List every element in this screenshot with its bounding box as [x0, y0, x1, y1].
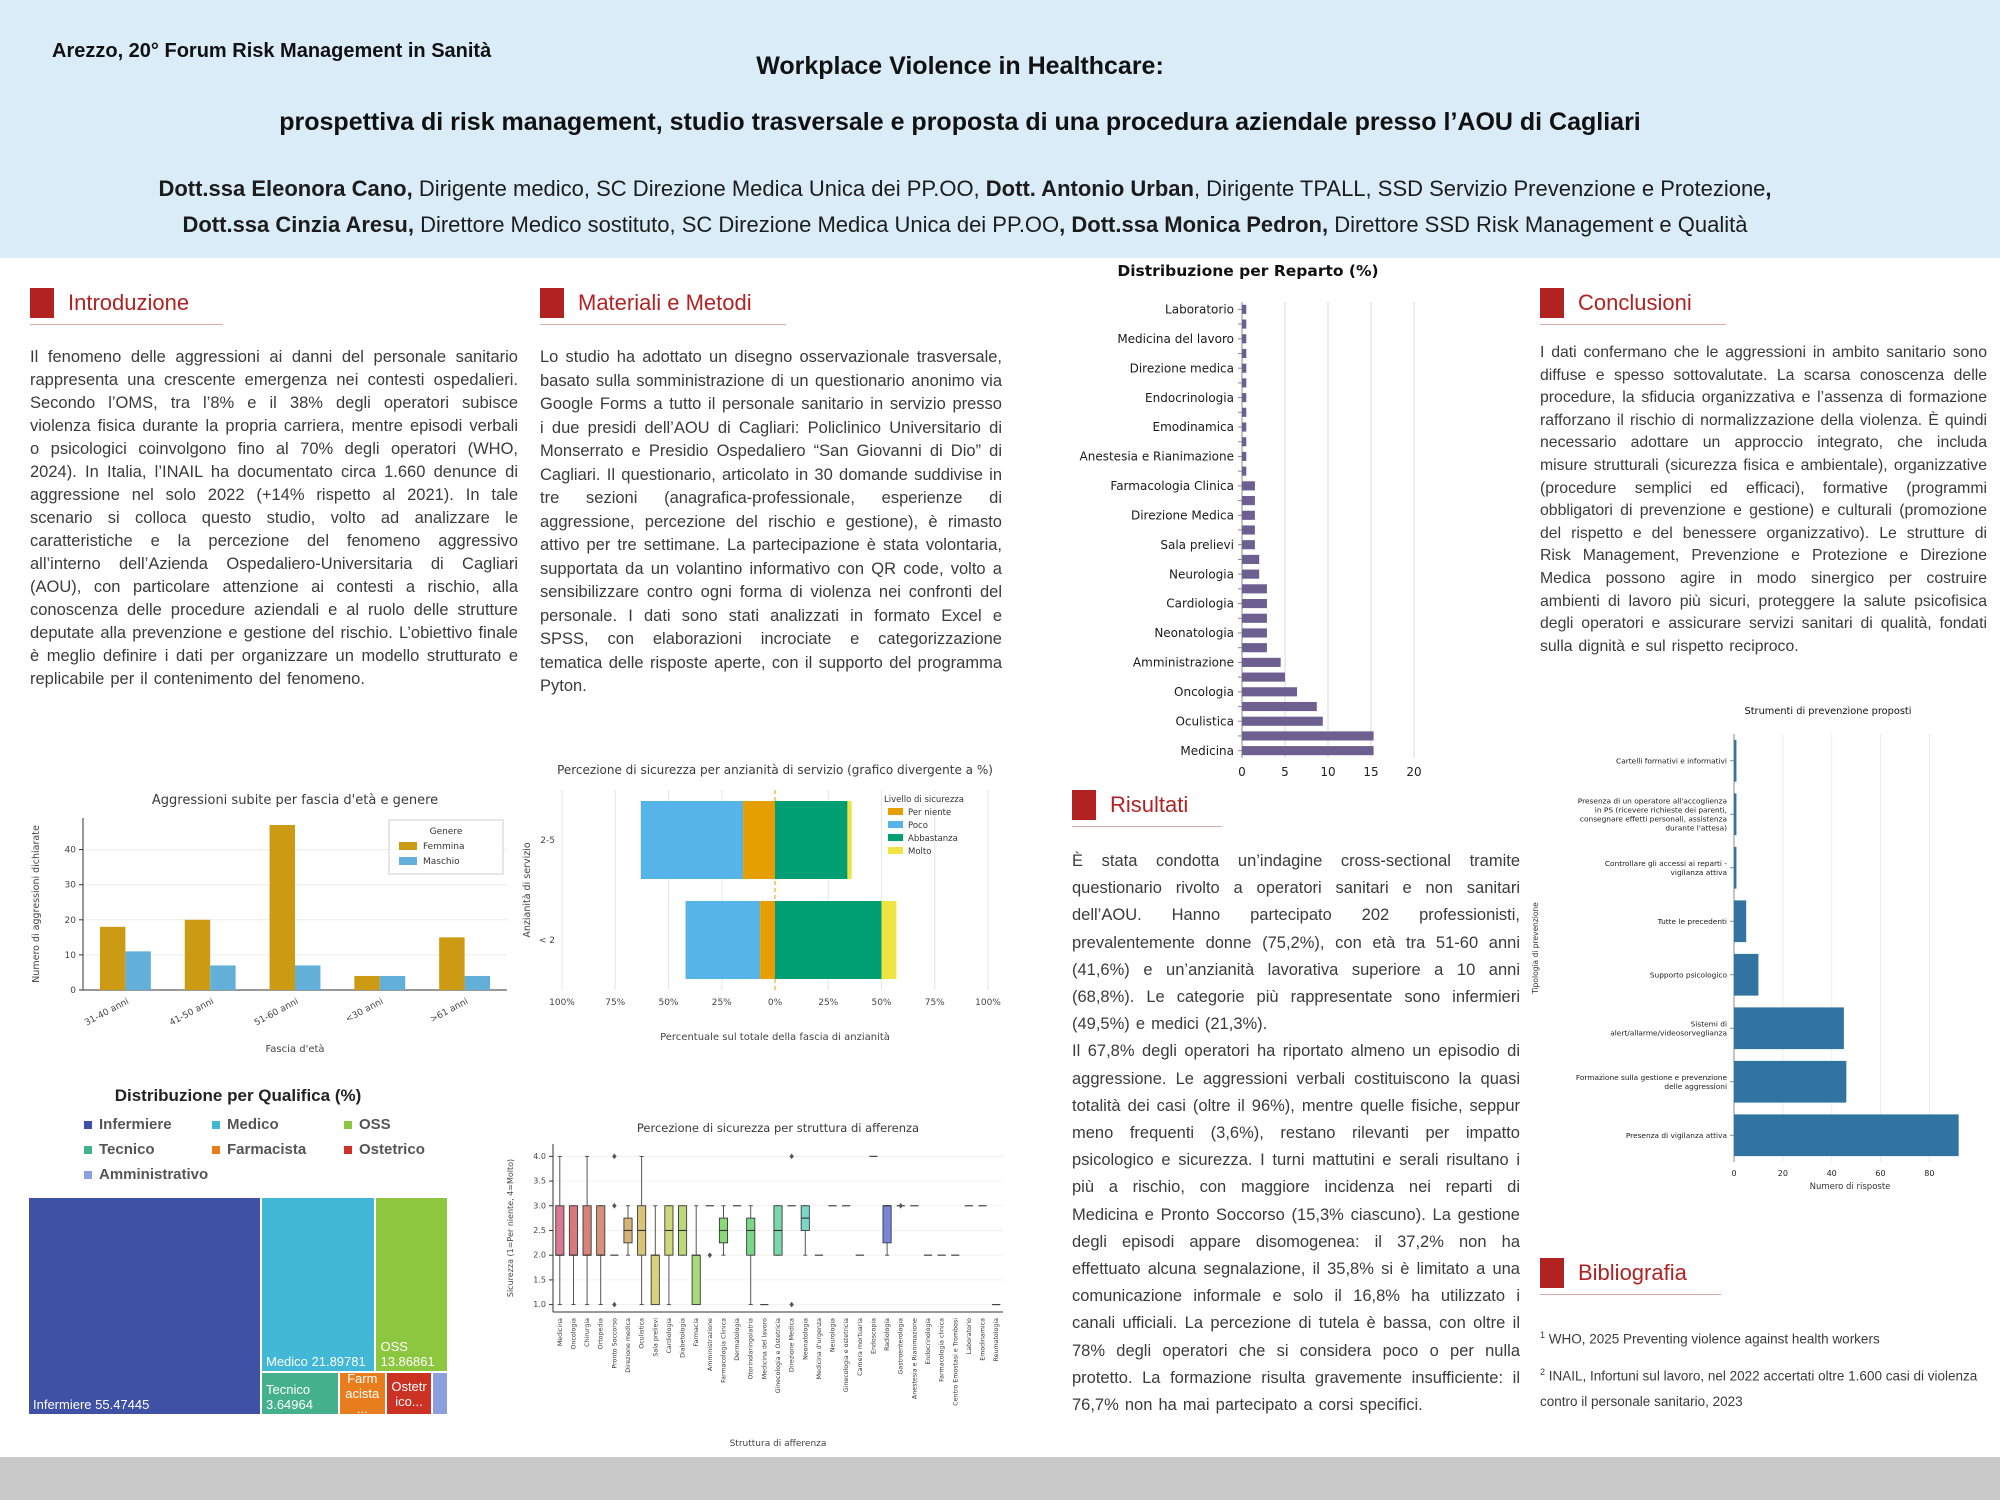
svg-text:2-5: 2-5 — [540, 836, 555, 846]
svg-text:Ginecologia e Ostetricia: Ginecologia e Ostetricia — [775, 1318, 782, 1394]
section-header-conclusioni — [1540, 288, 1726, 325]
svg-text:Livello di sicurezza: Livello di sicurezza — [884, 795, 964, 805]
poster-title: Workplace Violence in Healthcare: — [756, 52, 1164, 80]
svg-text:Percezione di sicurezza per an: Percezione di sicurezza per anzianità di servizio (grafico divergente a %) — [557, 763, 993, 777]
svg-text:Camera mortuaria: Camera mortuaria — [856, 1318, 864, 1376]
svg-text:Per niente: Per niente — [908, 808, 952, 818]
svg-text:41-50 anni: 41-50 anni — [168, 996, 216, 1029]
svg-text:Abbastanza: Abbastanza — [908, 834, 958, 844]
svg-text:Molto: Molto — [908, 847, 932, 857]
svg-text:<30 anni: <30 anni — [344, 996, 386, 1026]
introduzione-text: Il fenomeno delle aggressioni ai danni del personale sanitario rappresenta una crescente emergenza nei contesti ospedalieri. Secondo l’OMS, tra l’8% e il 38% degli operatori subisce violenza fisica durante la propria carriera, mentre episodi verbali o psicologici coinvolgono fino al 70% degli operatori (WHO, 2024). In Italia, l’INAIL ha documentato circa 1.660 denunce di aggressione nel solo 2022 (+14% rispetto al 2021). In tale scenario si colloca questo studio, volto ad analizzare le caratteristiche e la percezione del fenomeno aggressivo all’interno dell’Azienda Ospedaliero-Universitaria di Cagliari (AOU), con particolare attenzione ai contesti a rischio, alla conoscenza delle procedure aziendali e al ruolo delle strutture deputate alla prevenzione e gestione del rischio. L’obiettivo finale è meglio definire i dati per organizzare un modello strutturato e replicabile per il contenimento del fenomeno. — [30, 348, 518, 688]
svg-text:Direzione medica: Direzione medica — [1129, 361, 1234, 376]
svg-text:Ginecologia e ostetricia: Ginecologia e ostetricia — [843, 1318, 851, 1393]
svg-text:Otorinolaringoiatria: Otorinolaringoiatria — [747, 1318, 755, 1380]
bibliografia-item: $^2$ INAIL, Infortuni sul lavoro, nel 2022 accertati oltre 1.600 casi di violenza contro il personale sanitario, 2023 — [1540, 1366, 1978, 1409]
svg-text:Laboratorio: Laboratorio — [1165, 302, 1234, 317]
svg-text:Neurologia: Neurologia — [829, 1318, 837, 1353]
svg-text:Poco: Poco — [908, 821, 928, 831]
treemap-legend-item: Ostetrico — [344, 1141, 464, 1158]
treemap-cell-ostetrico: Ostetrico... — [386, 1372, 433, 1415]
section-materiali — [540, 288, 786, 325]
legend-swatch-icon — [84, 1121, 92, 1129]
risultati-text-block — [1072, 848, 1520, 1419]
svg-text:Aggressioni subite per fascia: Aggressioni subite per fascia d'età e genere — [151, 793, 439, 808]
legend-swatch-icon — [212, 1146, 220, 1154]
svg-text:Emodinamica: Emodinamica — [1152, 420, 1234, 435]
svg-text:Farmacia: Farmacia — [693, 1318, 701, 1347]
legend-swatch-icon — [84, 1171, 92, 1179]
svg-text:4.0: 4.0 — [533, 1151, 546, 1161]
svg-text:vigilanza attiva: vigilanza attiva — [1670, 867, 1727, 877]
svg-text:Neonatologia: Neonatologia — [802, 1318, 810, 1360]
bibliografia-list — [1540, 1322, 1980, 1421]
authors-line-1: Dott.ssa Eleonora Cano, Dirigente medico, SC Direzione Medica Unica dei PP.OO, Dott. Antonio Urban, Dirigente TPALL, SSD Servizio Prevenzione e Protezione, — [158, 176, 1772, 201]
svg-text:1.0: 1.0 — [533, 1300, 546, 1310]
svg-text:Cardiologia: Cardiologia — [665, 1318, 673, 1354]
svg-text:Percentuale sul totale della f: Percentuale sul totale della fascia di anzianità — [660, 1032, 890, 1043]
svg-text:40: 40 — [1826, 1169, 1837, 1178]
svg-text:20: 20 — [1406, 765, 1422, 779]
svg-text:Direzione medica: Direzione medica — [625, 1318, 632, 1373]
svg-text:Tutte le precedenti: Tutte le precedenti — [1657, 916, 1727, 926]
qualifica-treemap — [28, 1086, 464, 1415]
svg-text:Sicurezza (1=Per niente, 4=Mol: Sicurezza (1=Per niente, 4=Molto) — [506, 1158, 515, 1298]
section-title: Risultati — [1110, 792, 1189, 817]
legend-swatch-icon — [84, 1146, 92, 1154]
svg-text:Ortopedia: Ortopedia — [597, 1318, 605, 1350]
svg-text:2.0: 2.0 — [533, 1250, 546, 1260]
section-header-bibliografia — [1540, 1258, 1721, 1295]
poster-subtitle: prospettiva di risk management, studio trasversale e proposta di una procedura aziendale presso l’AOU di Cagliari — [279, 108, 1641, 136]
svg-text:Pronto Soccorso: Pronto Soccorso — [611, 1318, 619, 1369]
svg-text:Medicina d'urgenza: Medicina d'urgenza — [815, 1318, 823, 1380]
svg-text:10: 10 — [1320, 765, 1336, 779]
svg-text:80: 80 — [1924, 1169, 1935, 1178]
svg-text:Dermatologia: Dermatologia — [734, 1318, 742, 1361]
svg-text:Genere: Genere — [429, 827, 463, 837]
section-header-introduzione — [30, 288, 223, 325]
header-band — [0, 0, 2000, 258]
svg-text:0: 0 — [1238, 765, 1246, 779]
svg-text:3.5: 3.5 — [533, 1176, 546, 1186]
svg-text:100%: 100% — [975, 998, 1001, 1008]
section-title: Conclusioni — [1578, 290, 1692, 315]
svg-text:Direzione Medica: Direzione Medica — [788, 1318, 796, 1373]
svg-text:75%: 75% — [605, 998, 626, 1008]
section-marker-icon — [30, 288, 54, 318]
svg-text:Centro Emostasi e Trombosi: Centro Emostasi e Trombosi — [952, 1318, 960, 1406]
svg-text:25%: 25% — [711, 998, 732, 1008]
section-conclusioni — [1540, 288, 1726, 325]
section-risultati — [1072, 790, 1222, 827]
treemap-cell-amministrativo — [432, 1372, 448, 1415]
svg-text:Presenza di vigilanza attiva: Presenza di vigilanza attiva — [1625, 1130, 1727, 1140]
svg-text:Farmacologia clinica: Farmacologia clinica — [938, 1318, 946, 1382]
svg-text:Maschio: Maschio — [423, 857, 460, 867]
anzianita-diverging-chart — [518, 760, 1010, 1052]
svg-text:Oncologia: Oncologia — [1174, 685, 1234, 700]
svg-text:< 2: < 2 — [538, 936, 555, 946]
svg-text:in PS (ricevere richieste dei: in PS (ricevere richieste dei parenti, — [1594, 805, 1727, 815]
svg-text:Distribuzione per Reparto (%): Distribuzione per Reparto (%) — [1117, 262, 1379, 280]
bibliografia-item: $^1$ WHO, 2025 Preventing violence against health workers — [1540, 1330, 1880, 1347]
treemap-legend-item: Farmacista — [212, 1141, 344, 1158]
svg-text:Endoscopia: Endoscopia — [870, 1318, 878, 1355]
section-marker-icon — [1540, 288, 1564, 318]
svg-text:31-40 anni: 31-40 anni — [83, 996, 131, 1029]
strumenti-hbar-chart — [1528, 700, 1988, 1195]
reparto-hbar-chart — [1070, 260, 1500, 785]
svg-text:consegnare effetti personali,: consegnare effetti personali, assistenza — [1579, 814, 1727, 824]
section-introduzione — [30, 288, 223, 325]
svg-text:0: 0 — [70, 986, 76, 996]
svg-text:Laboratorio: Laboratorio — [965, 1318, 973, 1355]
legend-swatch-icon — [344, 1146, 352, 1154]
risultati-text-1: È stata condotta un’indagine cross-sectional tramite questionario rivolto a operatori sanitari e non sanitari dell’AOU. Hanno partecipato 202 professionisti, prevalentemente donne (75,2%), con età tra 51-60 anni (41,6%) e un’anzianità lavorativa superiore a 10 anni (68,8%). Le categorie più rappresentate sono infermieri (49,5%) e medici (21,3%). — [1072, 852, 1520, 1034]
svg-text:75%: 75% — [924, 998, 945, 1008]
svg-text:Oculistica: Oculistica — [638, 1318, 646, 1349]
svg-text:Anestesia e Rianimazione: Anestesia e Rianimazione — [1079, 449, 1234, 464]
svg-text:Supporto psicologico: Supporto psicologico — [1649, 970, 1727, 980]
treemap-cell-farmacista: Farmacista... — [339, 1372, 386, 1415]
svg-text:Sala prelievi: Sala prelievi — [652, 1318, 660, 1357]
materiali-text: Lo studio ha adottato un disegno osservazionale trasversale, basato sulla somministrazione di un questionario anonimo via Google Forms a tutto il personale sanitario in servizio presso i due presidi dell’AOU di Cagliari: Policlinico Universitario di Monserrato e Presidio Ospedaliero “San Giovanni di Dio” di Cagliari. Il questionario, articolato in 30 domande suddivise in tre sezioni (anagrafica-professionale, esperienze di aggressione, percezione del rischio e gestione), è rimasto attivo per tre settimane. La partecipazione è stata volontaria, supportata da un volantino informativo con QR code, volto a sensibilizzare contro ogni forma di violenza nei confronti del personale. I dati sono stati analizzati in formato Excel e SPSS, con elaborazioni incrociate e categorizzazione tematica delle risposte aperte, con il supporto del programma Pyton. — [540, 348, 1002, 695]
svg-text:>61 anni: >61 anni — [428, 996, 471, 1026]
svg-text:Diabetologia: Diabetologia — [679, 1318, 687, 1358]
svg-text:60: 60 — [1875, 1169, 1886, 1178]
treemap-cell-infermiere: Infermiere 55.47445 — [28, 1197, 261, 1415]
svg-text:Chirurgia: Chirurgia — [584, 1318, 592, 1347]
svg-text:Farmacologia Clinica: Farmacologia Clinica — [1110, 479, 1234, 494]
section-title: Introduzione — [68, 290, 190, 315]
svg-text:3.0: 3.0 — [533, 1201, 546, 1211]
section-header-risultati — [1072, 790, 1222, 827]
svg-text:Neonatologia: Neonatologia — [1154, 626, 1234, 641]
svg-text:Formazione sulla gestione e pr: Formazione sulla gestione e prevenzione — [1575, 1072, 1727, 1082]
svg-text:alert/allarme/videosorveglianz: alert/allarme/videosorveglianza — [1610, 1028, 1727, 1038]
svg-text:delle aggressioni: delle aggressioni — [1664, 1081, 1727, 1091]
svg-text:0%: 0% — [767, 998, 783, 1008]
svg-text:Oculistica: Oculistica — [1175, 714, 1234, 729]
section-marker-icon — [1540, 1258, 1564, 1288]
treemap-legend-item: Tecnico — [84, 1141, 212, 1158]
svg-text:Struttura di afferenza: Struttura di afferenza — [729, 1439, 827, 1449]
section-bibliografia — [1540, 1258, 1721, 1295]
conclusioni-text: I dati confermano che le aggressioni in ambito sanitario sono diffuse e spesso sottovalutate. La scarsa conoscenza delle procedure, la sfiducia organizzativa e l’assenza di formazione rafforzano il rischio di normalizzazione della violenza. È quindi necessario adottare un approccio integrato, che includa misure strutturali (sicurezza fisica e ambientale), organizzative (procedure semplici ed efficaci), formative (programmi obbligatori di prevenzione e gestione) e culturali (promozione del rispetto e del benessere organizzativo). Le strutture di Risk Management, Prevenzione e Protezione e Direzione Medica possono agire in modo sinergico per costruire ambienti di lavoro più sicuri, proteggere la salute psicofisica degli operatori e assicurare servizi sanitari di qualità, fondati sulla dignità e sul rispetto reciproco. — [1540, 344, 1987, 655]
svg-text:Cartelli formativi e informati: Cartelli formativi e informativi — [1616, 756, 1727, 766]
svg-text:5: 5 — [1281, 765, 1289, 779]
legend-swatch-icon — [212, 1121, 220, 1129]
footer-band — [0, 1457, 2000, 1500]
svg-text:50%: 50% — [871, 998, 892, 1008]
section-header-materiali — [540, 288, 786, 325]
svg-text:20: 20 — [64, 915, 76, 926]
age-gender-bar-chart — [25, 790, 520, 1065]
svg-text:Reumatologia: Reumatologia — [993, 1318, 1001, 1362]
legend-swatch-icon — [344, 1121, 352, 1129]
svg-text:Percezione di sicurezza per st: Percezione di sicurezza per struttura di afferenza — [636, 1121, 920, 1135]
risultati-text-2: Il 67,8% degli operatori ha riportato almeno un episodio di aggressione. Le aggressioni verbali costituiscono la quasi totalità dei casi (oltre il 96%), mentre quelle fisiche, seppur meno frequenti (3,6%), restano rilevanti per impatto psicologico e sicurezza. I turni mattutini e serali risultano i più a rischio, con maggiore incidenza nei reparti di Medicina e Pronto Soccorso (15,3% ciascuno). La gestione degli episodi appare disomogenea: il 37,2% non ha effettuato alcuna segnalazione, il 35,8% si è limitato a una comunicazione informale e solo il 16,8% ha utilizzato i canali ufficiali. La percezione di tutela è bassa, con oltre il 78% degli operatori che si considera poco o per nulla protetto. La formazione risulta gravemente insufficiente: il 76,7% non ha mai partecipato a corsi specifici. — [1072, 1042, 1520, 1415]
svg-text:1.5: 1.5 — [533, 1275, 546, 1285]
svg-text:Amministrazione: Amministrazione — [1132, 655, 1234, 670]
svg-text:25%: 25% — [818, 998, 839, 1008]
treemap-legend-item: Amministrativo — [84, 1166, 212, 1183]
svg-text:Tipologia di prevenzione: Tipologia di prevenzione — [1531, 902, 1540, 994]
svg-text:10: 10 — [64, 950, 76, 961]
svg-text:Numero di aggressioni dichiara: Numero di aggressioni dichiarate — [31, 825, 42, 983]
section-marker-icon — [1072, 790, 1096, 820]
svg-text:40: 40 — [64, 845, 76, 856]
svg-text:durante l'attesa): durante l'attesa) — [1665, 823, 1727, 833]
treemap-legend — [84, 1116, 464, 1183]
svg-text:Sala prelievi: Sala prelievi — [1160, 537, 1234, 552]
treemap-legend-item: Infermiere — [84, 1116, 212, 1133]
svg-text:Strumenti di prevenzione propo: Strumenti di prevenzione proposti — [1744, 706, 1912, 717]
authors-line-2: Dott.ssa Cinzia Aresu, Direttore Medico sostituto, SC Direzione Medica Unica dei PP.OO, Dott.ssa Monica Pedron, Direttore SSD Risk Management e Qualità — [182, 212, 1748, 237]
svg-text:51-60 anni: 51-60 anni — [252, 996, 301, 1029]
svg-text:2.5: 2.5 — [533, 1225, 546, 1235]
struttura-boxplot-chart — [503, 1120, 1008, 1450]
svg-text:Femmina: Femmina — [423, 842, 465, 852]
svg-text:Farmacologia Clinica: Farmacologia Clinica — [720, 1318, 728, 1383]
svg-text:Anzianità di servizio: Anzianità di servizio — [522, 842, 533, 938]
svg-text:Medicina: Medicina — [1180, 743, 1234, 758]
svg-text:Presenza di un operatore all'a: Presenza di un operatore all'accoglienza — [1577, 796, 1727, 806]
treemap-cells — [28, 1197, 448, 1415]
svg-text:20: 20 — [1777, 1169, 1788, 1178]
svg-text:Medicina del lavoro: Medicina del lavoro — [761, 1318, 769, 1380]
treemap-legend-item: OSS — [344, 1116, 464, 1133]
treemap-cell-oss: OSS 13.86861 — [375, 1197, 448, 1372]
svg-text:Direzione Medica: Direzione Medica — [1130, 508, 1234, 523]
svg-text:Radiologia: Radiologia — [884, 1318, 892, 1351]
svg-text:Emodinamica: Emodinamica — [979, 1318, 987, 1361]
svg-text:100%: 100% — [549, 998, 575, 1008]
svg-text:15: 15 — [1363, 765, 1379, 779]
svg-text:Fascia d'età: Fascia d'età — [265, 1044, 325, 1055]
svg-text:Amministrazione: Amministrazione — [706, 1318, 714, 1372]
svg-text:Anestesia e Rianimazione: Anestesia e Rianimazione — [911, 1318, 919, 1400]
svg-text:Numero di risposte: Numero di risposte — [1809, 1182, 1891, 1192]
svg-text:Endocrinologia: Endocrinologia — [925, 1318, 932, 1365]
treemap-title: Distribuzione per Qualifica (%) — [114, 1086, 362, 1105]
treemap-legend-item: Medico — [212, 1116, 344, 1133]
event-line: Arezzo, 20° Forum Risk Management in Sanità — [52, 40, 492, 62]
svg-text:30: 30 — [64, 880, 76, 891]
section-marker-icon — [540, 288, 564, 318]
treemap-cell-medico: Medico 21.89781 — [261, 1197, 375, 1372]
svg-text:Endocrinologia: Endocrinologia — [1145, 390, 1234, 405]
svg-text:50%: 50% — [658, 998, 679, 1008]
treemap-cell-tecnico: Tecnico 3.64964 — [261, 1372, 339, 1415]
svg-text:Oncologia: Oncologia — [570, 1318, 578, 1350]
svg-text:Controllare gli accessi ai rep: Controllare gli accessi ai reparti - — [1604, 858, 1727, 868]
svg-text:Sistemi di: Sistemi di — [1690, 1019, 1727, 1029]
svg-text:Medicina: Medicina — [556, 1318, 564, 1347]
svg-text:Neurologia: Neurologia — [1169, 567, 1234, 582]
svg-text:0: 0 — [1731, 1169, 1737, 1178]
section-title: Bibliografia — [1578, 1260, 1687, 1285]
svg-text:Gastroenterologia: Gastroenterologia — [897, 1318, 905, 1375]
section-title: Materiali e Metodi — [578, 290, 752, 315]
svg-text:Medicina del lavoro: Medicina del lavoro — [1117, 331, 1234, 346]
svg-text:Cardiologia: Cardiologia — [1166, 596, 1234, 611]
